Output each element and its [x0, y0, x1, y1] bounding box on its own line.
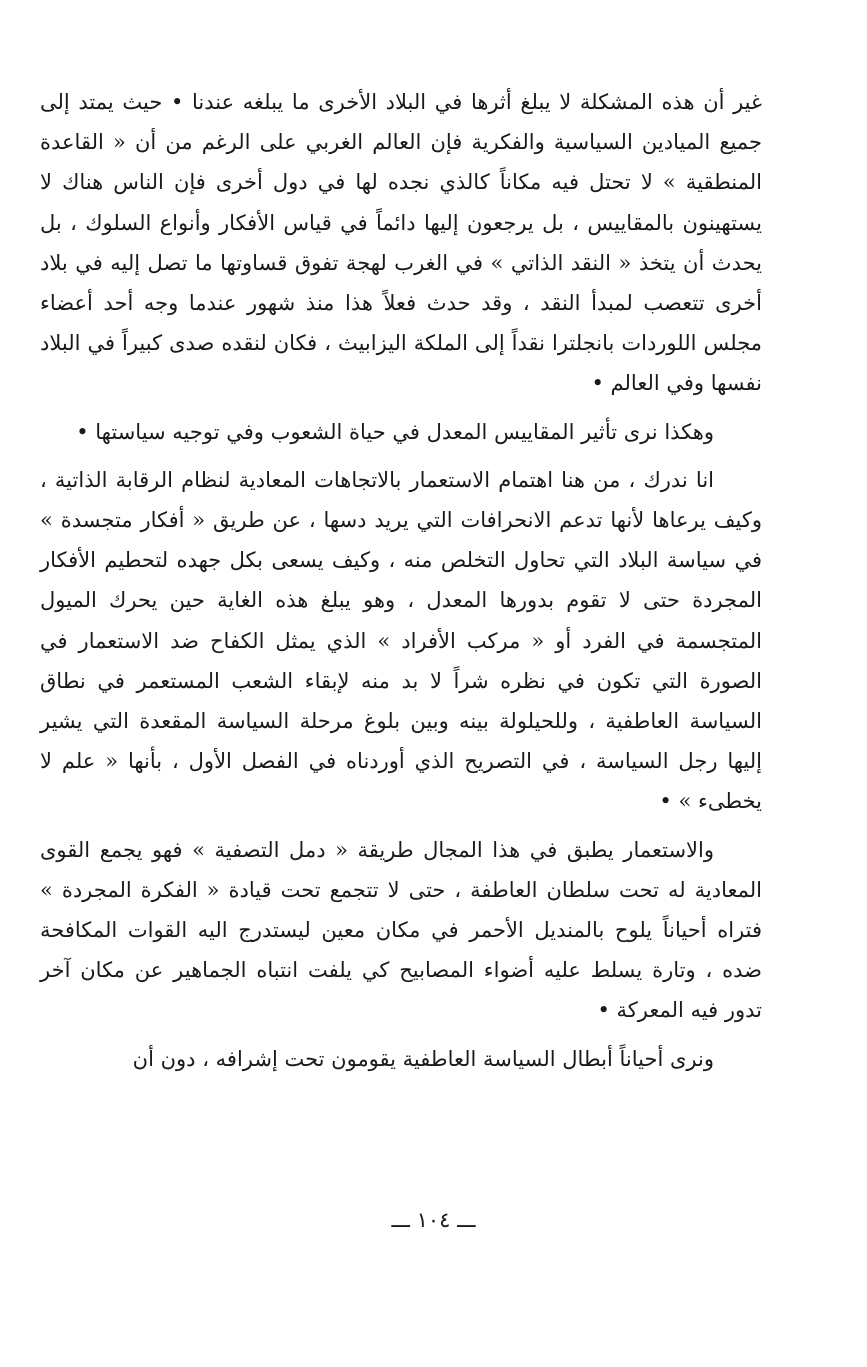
paragraph-2: وهكذا نرى تأثير المقاييس المعدل في حياة الشعوب وفي توجيه سياستها • — [76, 419, 714, 444]
page-number: ـــ ١٠٤ ـــ — [391, 1208, 476, 1232]
paragraph-1: غير أن هذه المشكلة لا يبلغ أثرها في البلاد الأخرى ما يبلغه عندنا • حيث يمتد إلى جميع الميادين السياسية والفكرية فإن العالم الغربي على الرغم من أن « القاعدة المنطقية » لا تحتل فيه مكاناً كالذي نجده لها في دول أخرى فإن الناس هناك لا يستهينون بالمقاييس ، بل يرجعون إليها دائماً في قياس الأفكار وأنواع السلوك ، بل يحدث أن يتخذ « النقد الذاتي » في الغرب لهجة تفوق قساوتها ما تصل إليه في بلاد أخرى تتعصب لمبدأ النقد ، وقد حدث فعلاً هذا منذ شهور عندما وجه أحد أعضاء مجلس اللوردات بانجلترا نقداً إلى الملكة اليزابيث ، فكان لنقده صدى كبيراً في البلاد نفسها وفي العالم • — [40, 90, 762, 396]
paragraph-3: انا ندرك ، من هنا اهتمام الاستعمار بالاتجاهات المعادية لنظام الرقابة الذاتية ، وكيف يرعاها لأنها تدعم الانحرافات التي يريد دسها ، عن طريق « أفكار متجسدة » في سياسة البلاد التي تحاول التخلص منه ، وكيف يسعى بكل جهده لتحطيم الأفكار المجردة حتى لا تقوم بدورها المعدل ، وهو يبلغ هذه الغاية حين يحرك الميول المتجسمة في الفرد أو « مركب الأفراد » الذي يمثل الكفاح ضد الاستعمار في الصورة التي تكون في نظره شراً لا بد منه لإبقاء الشعب المستعمر في نطاق السياسة العاطفية ، وللحيلولة بينه وبين بلوغ مرحلة السياسة المقعدة التي يشير إليها رجل السياسة ، في التصريح الذي أوردناه في الفصل الأول ، بأنها « علم لا يخطىء » • — [40, 467, 762, 814]
paragraph-4: والاستعمار يطبق في هذا المجال طريقة « دمل التصفية » فهو يجمع القوى المعادية له تحت سلطان العاطفة ، حتى لا تتجمع تحت قيادة « الفكرة المجردة » فتراه أحياناً يلوح بالمنديل الأحمر في مكان معين ليستدرج اليه القوات المكافحة ضده ، وتارة يسلط عليه أضواء المصابيح كي يلفت انتباه الجماهير عن مكان آخر تدور فيه المعركة • — [40, 837, 762, 1023]
body-text — [40, 82, 762, 1079]
paragraph-5: ونرى أحياناً أبطال السياسة العاطفية يقومون تحت إشرافه ، دون أن — [132, 1046, 714, 1071]
